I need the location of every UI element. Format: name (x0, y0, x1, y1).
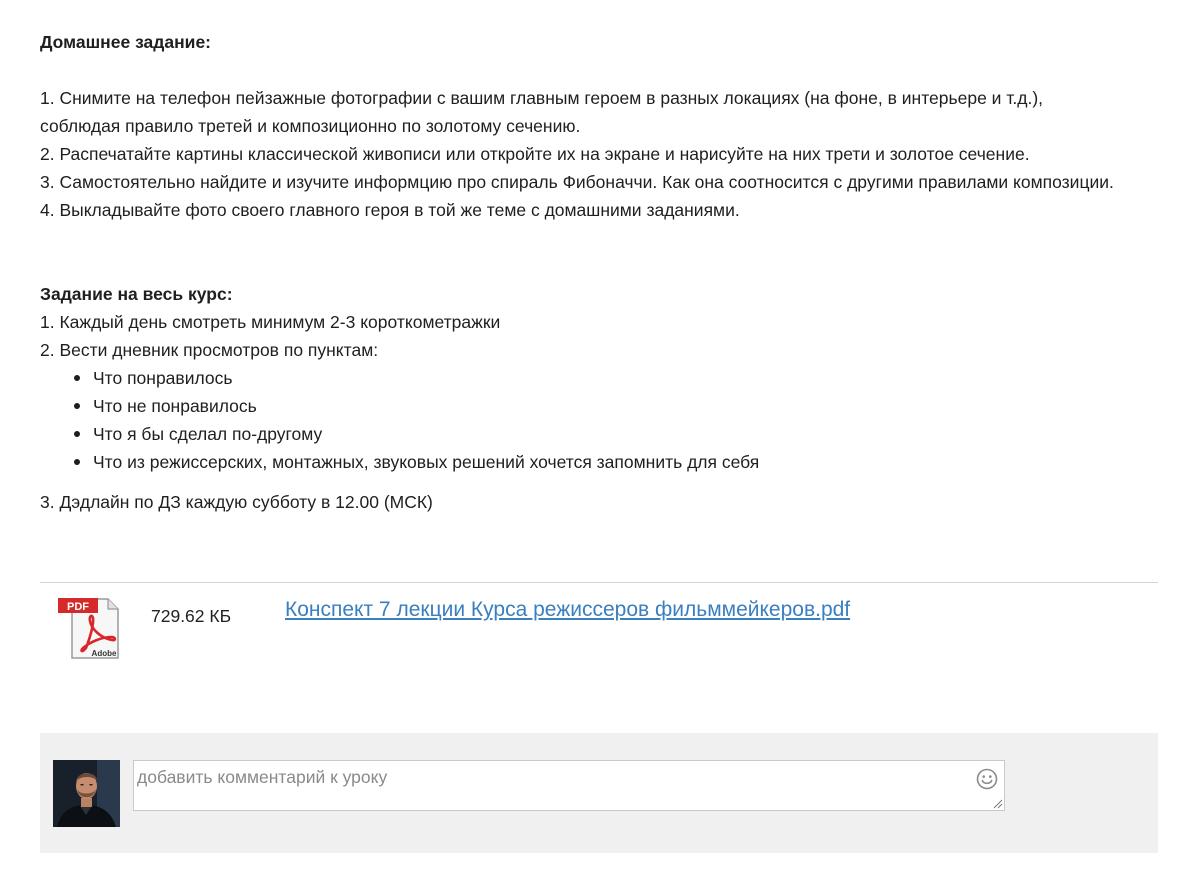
attachment-row (40, 594, 1158, 664)
deadline-text: 3. Дэдлайн по ДЗ каждую субботу в 12.00 (МСК) (40, 492, 433, 512)
diary-points-list (40, 364, 1170, 476)
list-item: Что не понравилось (74, 392, 1170, 420)
course-task-item: 2. Вести дневник просмотров по пунктам: (40, 340, 379, 360)
divider (40, 582, 1158, 583)
bullet-icon (74, 431, 80, 437)
pdf-file-icon[interactable] (58, 596, 120, 660)
homework-line: 3. Самостоятельно найдите и изучите информцию про спираль Фибоначчи. Как она соотносится с другими правилами композиции. (40, 172, 1114, 192)
list-item: Что я бы сделал по-другому (74, 420, 1170, 448)
comment-section (40, 733, 1158, 853)
homework-line: 1. Снимите на телефон пейзажные фотографии с вашим главным героем в разных локациях (на фоне, в интерьере и т.д.), (40, 88, 1044, 108)
course-task-title: Задание на весь курс: (40, 284, 233, 304)
list-item: Что из режиссерских, монтажных, звуковых решений хочется запомнить для себя (74, 448, 1170, 476)
list-item: Что понравилось (74, 364, 1170, 392)
resize-handle-icon[interactable] (993, 799, 1003, 809)
comment-field[interactable] (133, 760, 1005, 811)
homework-line: 2. Распечатайте картины классической живописи или откройте их на экране и нарисуйте на них трети и золотое сечение. (40, 144, 1030, 164)
pdf-badge-label: PDF (67, 601, 89, 613)
comment-input[interactable] (134, 761, 1004, 810)
homework-list (40, 84, 1170, 224)
adobe-label: Adobe (91, 649, 117, 658)
bullet-icon (74, 459, 80, 465)
lesson-content (40, 28, 1170, 516)
homework-line: соблюдая правило третей и композиционно по золотому сечению. (40, 116, 581, 136)
bullet-icon (74, 375, 80, 381)
pdf-download-link[interactable]: Конспект 7 лекции Курса режиссеров фильммейкеров.pdf (285, 598, 851, 621)
user-photo-icon (53, 760, 120, 827)
homework-title: Домашнее задание: (40, 32, 212, 52)
file-size: 729.62 КБ (151, 606, 232, 626)
course-task-item: 1. Каждый день смотреть минимум 2-3 короткометражки (40, 312, 501, 332)
homework-line: 4. Выкладывайте фото своего главного героя в той же теме с домашними заданиями. (40, 200, 740, 220)
smiley-icon[interactable] (976, 768, 998, 790)
bullet-icon (74, 403, 80, 409)
avatar (53, 760, 120, 827)
